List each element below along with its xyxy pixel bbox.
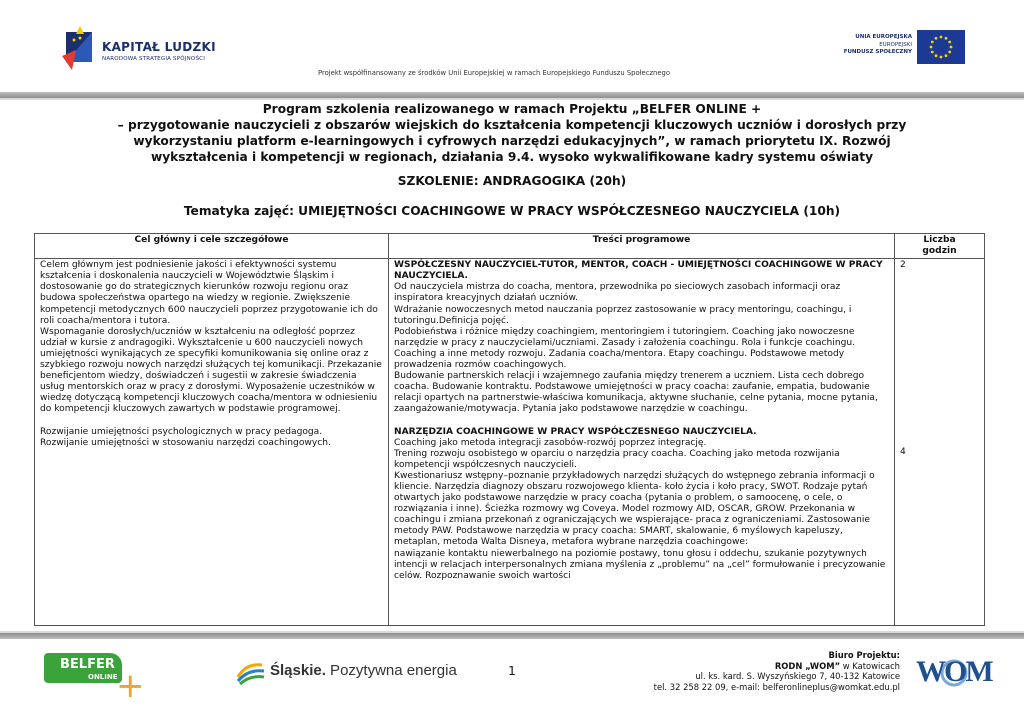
content-paragraph: Podobieństwa i różnice między coachingiem, mentoringiem i tutoringiem. Coaching jako nowoczesne narzędzie w pracy z nauczycielami/uczniami. Zasady i założenia coachingu. Rola i funkcje coachingu. Coaching a inne metody rozwoju. Zadania coacha/mentora. Etapy coachingu. Podstawowe metody prowadzenia rozmów coachingowych. [394, 326, 856, 371]
slaskie-slogan [270, 662, 457, 679]
wom-logo-text: WOM [916, 655, 992, 688]
eu-logo-text [830, 34, 912, 57]
office-address: ul. ks. kard. S. Wyszyńskiego 7, 40-132 Katowice [695, 671, 900, 682]
table-header-row [35, 234, 985, 259]
goals-paragraph: Celem głównym jest podniesienie jakości i efektywności systemu kształcenia i doskonalenia nauczycieli w Województwie Śląskim i dostosowanie go do strategicznych kierunków rozwoju regionu oraz budowa społeczeństwa opartego na wiedzy w regionie. Zwiększenie kompetencji metodycznych 600 nauczycieli poprzez przygotowanie ich do roli coacha/mentora i tutora. [40, 260, 378, 326]
table-row [35, 259, 985, 626]
header-content: Treści programowe [389, 234, 895, 259]
hours-section-2: 4 [900, 447, 906, 458]
content-paragraph: Wdrażanie nowoczesnych metod nauczania poprzez zastosowanie w pracy mentoringu, coachingu, i tutoringu.Definicja pojęć. [394, 304, 852, 326]
title-line-2: – przygotowanie nauczycieli z obszarów wiejskich do kształcenia kompetencji kluczowych uczniów i dorosłych przy [117, 118, 907, 132]
plus-icon: + [116, 666, 145, 706]
title-line-1: Program szkolenia realizowanego w ramach Projektu „BELFER ONLINE + [262, 102, 762, 116]
content-paragraph: Trening rozwoju osobistego w oparciu o narzędzia pracy coacha. Coaching jako metoda rozwijania kompetencji współczesnych nauczycieli. [394, 448, 840, 470]
slaskie-rest: Pozytywna energia [325, 662, 457, 679]
goals-cell [35, 259, 389, 626]
office-name: RODN „WOM” [774, 660, 841, 671]
slaskie-emblem-icon [236, 659, 266, 685]
content-paragraph: Coaching jako metoda integracji zasobów-rozwój poprzez integrację. [394, 437, 707, 448]
belfer-logo-online: ONLINE [88, 673, 118, 681]
eu-line-3: FUNDUSZ SPOŁECZNY [843, 49, 912, 55]
section-2-title: NARZĘDZIA COACHINGOWE W PRACY WSPÓŁCZESNEGO NAUCZYCIELA. [394, 426, 757, 437]
cofinancing-note: Projekt współfinansowany ze środków Unii Europejskiej w ramach Europejskiego Funduszu Społecznego [318, 69, 671, 77]
program-title [40, 101, 984, 165]
eu-line-2: EUROPEJSKI [879, 41, 912, 48]
wom-logo [916, 653, 996, 695]
slaskie-bold: Śląskie. [270, 662, 326, 679]
office-title: Biuro Projektu: [828, 650, 900, 660]
slaskie-logo [236, 659, 466, 685]
belfer-logo-title: BELFER [60, 657, 115, 672]
section-1-title: WSPÓŁCZESNY NAUCZYCIEL-TUTOR, MENTOR, COACH - UMIEJĘTNOŚCI COACHINGOWE W PRACY NAUCZYCIELA. [394, 260, 883, 282]
page-number: 1 [508, 664, 516, 678]
kapital-ludzki-logo [62, 26, 242, 76]
goals-paragraph: Rozwijanie umiejętności psychologicznych w pracy pedagoga. [40, 426, 323, 437]
content-cell [389, 259, 895, 626]
eu-line-1: UNIA EUROPEJSKA [855, 34, 912, 40]
hours-section-1: 2 [900, 260, 906, 271]
project-office [590, 650, 900, 693]
goals-paragraph: Rozwijanie umiejętności w stosowaniu narzędzi coachingowych. [40, 437, 331, 448]
kapital-ludzki-title: KAPITAŁ LUDZKI [102, 40, 216, 54]
content-paragraph: nawiązanie kontaktu niewerbalnego na poziomie postawy, tonu głosu i oddechu, szukanie pozytywnych intencji w relacjach interpersonalnych zmiana myślenia z „problemu” na „cel” formułowanie i precyzowanie celów. Rozpoznawanie swoich wartości [394, 548, 886, 581]
office-contact: tel. 32 258 22 09, e-mail: belferonlineplus@womkat.edu.pl [653, 682, 900, 693]
office-line-1 [590, 661, 900, 672]
header-divider-light [0, 98, 1024, 100]
goals-paragraph: Wspomaganie dorosłych/uczniów w kształceniu na odległość poprzez udział w kursie z andragogiki. Wykształcenie u 600 nauczycieli nowych umiejętności wynikających ze specyfiki komunikowania się online oraz z szybkiego rozwoju nowych narzędzi służących tej komunikacji. Przekazanie beneficjentom wiedzy, doświadczeń i sugestii w zakresie świadczenia usług mentorskich oraz w pracy z dorosłymi. Wyposażenie uczestników w wiedzę dotyczącą kompetencji kluczowych coacha/mentora w odniesieniu do kompetencji kluczowych zawartych w podstawie programowej. [40, 326, 382, 415]
kapital-ludzki-emblem-icon [62, 26, 98, 70]
belfer-online-logo [44, 651, 145, 706]
hours-cell [895, 259, 985, 626]
training-title: SZKOLENIE: ANDRAGOGIKA (20h) [397, 174, 627, 188]
kapital-ludzki-subtitle: NARODOWA STRATEGIA SPÓJNOŚCI [102, 56, 206, 62]
title-line-3: wykorzystaniu platform e-learningowych i cyfrowych narzędzi edukacyjnych”, w ramach priorytetu IX. Rozwój [133, 134, 891, 148]
content-paragraph: Od nauczyciela mistrza do coacha, mentora, przewodnika po sieciowych zasobach informacji oraz inspiratora kreacyjnych działań uczniów. [394, 282, 841, 304]
eu-flag-icon [917, 30, 965, 64]
title-line-4: wykształcenia i kompetencji w regionach, działania 9.4. wysoko wykwalifikowane kadry systemu oświaty [150, 150, 874, 164]
topic-title: Tematyka zajęć: UMIEJĘTNOŚCI COACHINGOWE W PRACY WSPÓŁCZESNEGO NAUCZYCIELA (10h) [183, 204, 841, 218]
header-hours: Liczba godzin [895, 234, 985, 259]
eu-logo [830, 30, 965, 66]
content-paragraph: Kwestionariusz wstępny–poznanie przykładowych narzędzi służących do wstępnego zebrania informacji o kliencie. Narzędzia diagnozy obszaru rozwojowego klienta- koło życia i koło pracy, SWOT. Rodzaje pytań otwartych jako podstawowe narzędzie w pracy coacha (pytania o problem, o samoocenę, o cele, o rozwiązania i inne). Ścieżka rozmowy wg Coveya. Model rozmowy AID, OSCAR, GROW. Przekonania w coachingu i zmiana przekonań z ograniczających we wspierające- praca z ograniczeniami. Zastosowanie metody PAW. Podstawowe narzędzia w pracy coacha: SMART, skalowanie, 6 myślowych kapeluszy, metaplan, metoda Walta Disneya, metafora wybrane narzędzia coachingowe: [394, 470, 875, 548]
program-table [34, 233, 985, 626]
footer-divider [0, 633, 1024, 639]
header-goals: Cel główny i cele szczegółowe [35, 234, 389, 259]
office-city: w Katowicach [840, 660, 900, 671]
content-paragraph: Budowanie partnerskich relacji i wzajemnego zaufania między trenerem a uczniem. Lista cech dobrego coacha. Budowanie kontraktu. Podstawowe umiejętności w pracy coacha: zaufanie, empatia, budowanie relacji opartych na partnerstwie-właściwa komunikacja, aktywne słuchanie, celne pytania, mocne pytania, zaangażowanie/motywacja. Pytania jako podstawowe narzędzie w coachingu. [394, 371, 878, 415]
